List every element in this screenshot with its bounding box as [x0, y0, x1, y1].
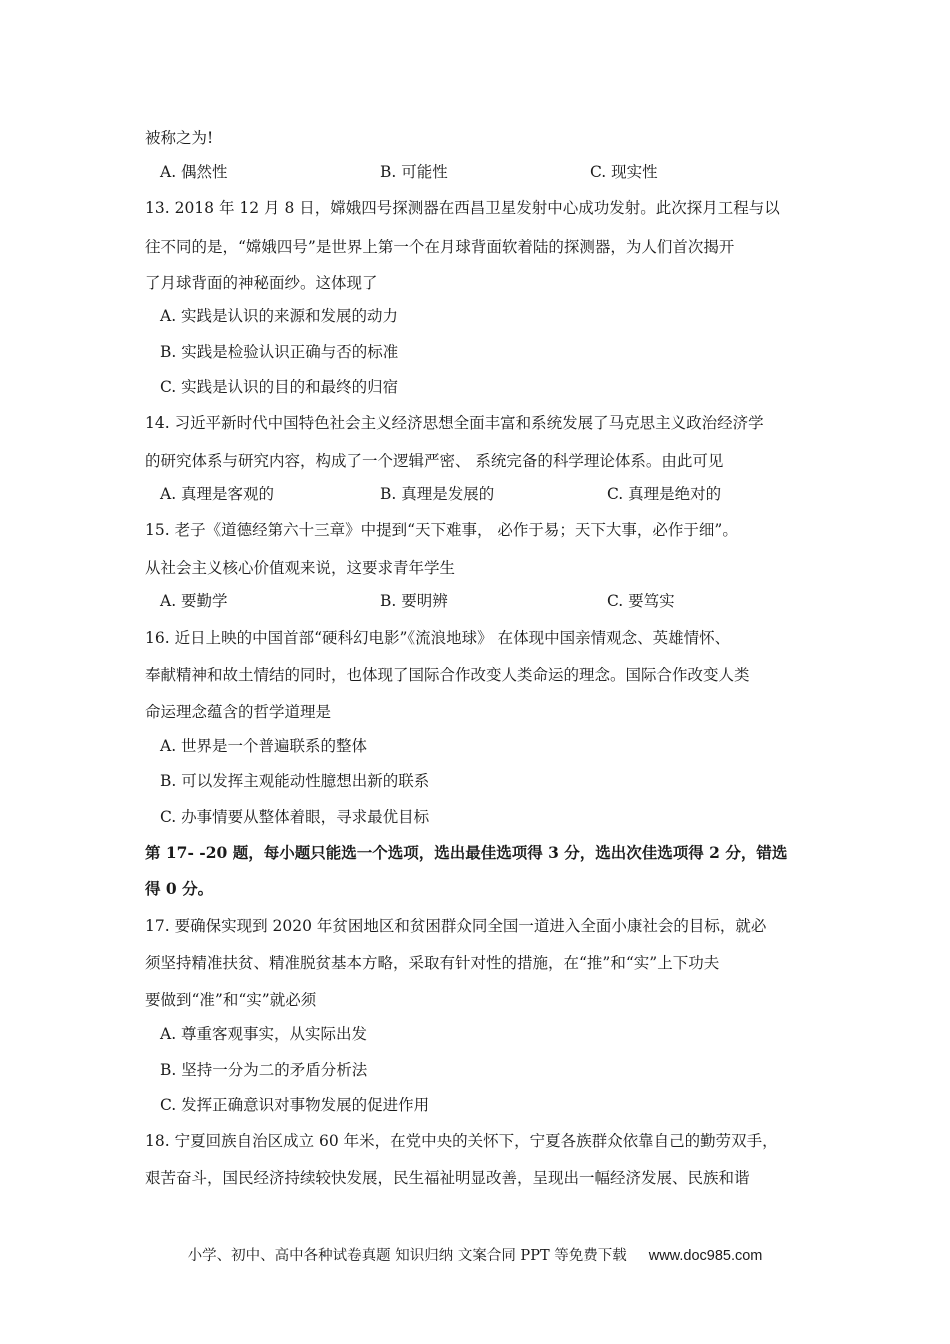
- q15-option-a: A. 要勤学: [160, 592, 228, 610]
- q13-stem-line-2: 往不同的是，“嫦娥四号”是世界上第一个在月球背面软着陆的探测器，为人们首次揭开: [145, 238, 735, 256]
- q17-stem-line-3: 要做到“准”和“实”就必须: [145, 991, 317, 1009]
- section-instruction-line-2: 得 0 分。: [145, 879, 214, 898]
- q17-option-a: A. 尊重客观事实，从实际出发: [160, 1025, 368, 1043]
- section-instruction-line-1: 第 17- -20 题，每小题只能选一个选项，选出最佳选项得 3 分，选出次佳选项得 2 分，错选: [145, 843, 788, 862]
- q16-stem-line-2: 奉献精神和故土情结的同时，也体现了国际合作改变人类命运的理念。国际合作改变人类: [145, 666, 750, 684]
- q16-option-b: B. 可以发挥主观能动性臆想出新的联系: [160, 772, 430, 790]
- q14-option-c: C. 真理是绝对的: [607, 485, 722, 503]
- q13-stem-line-3: 了月球背面的神秘面纱。这体现了: [145, 274, 378, 292]
- q18-stem-line-2: 艰苦奋斗，国民经济持续较快发展，民生福祉明显改善，呈现出一幅经济发展、民族和谐: [145, 1169, 750, 1187]
- q14-stem-line-2: 的研究体系与研究内容，构成了一个逻辑严密、 系统完备的科学理论体系。由此可见: [145, 452, 724, 470]
- footer-text: 小学、初中、高中各种试卷真题 知识归纳 文案合同 PPT 等免费下载: [187, 1248, 627, 1264]
- q12-continuation: 被称之为!: [145, 129, 214, 147]
- q15-option-c: C. 要笃实: [607, 592, 675, 610]
- q14-option-b: B. 真理是发展的: [380, 485, 495, 503]
- q16-stem-line-3: 命运理念蕴含的哲学道理是: [145, 703, 332, 721]
- q18-stem-line-1: 18. 宁夏回族自治区成立 60 年米，在党中央的关怀下，宁夏各族群众依靠自己的勤劳双手，: [145, 1132, 778, 1150]
- q12-option-b: B. 可能性: [380, 163, 448, 181]
- q13-stem-line-1: 13. 2018 年 12 月 8 日，嫦娥四号探测器在西昌卫星发射中心成功发射。此次探月工程与以: [145, 199, 780, 217]
- footer-url[interactable]: www.doc985.com: [648, 1248, 763, 1264]
- q14-option-a: A. 真理是客观的: [160, 485, 275, 503]
- q16-stem-line-1: 16. 近日上映的中国首部“硬科幻电影”《流浪地球》 在体现中国亲情观念、英雄情怀、: [145, 629, 731, 647]
- q12-option-c: C. 现实性: [590, 163, 658, 181]
- q13-option-b: B. 实践是检验认识正确与否的标准: [160, 343, 399, 361]
- q16-option-c: C. 办事情要从整体着眼，寻求最优目标: [160, 808, 430, 826]
- q17-option-b: B. 坚持一分为二的矛盾分析法: [160, 1061, 368, 1079]
- q13-option-a: A. 实践是认识的来源和发展的动力: [160, 307, 399, 325]
- q17-option-c: C. 发挥正确意识对事物发展的促进作用: [160, 1096, 430, 1114]
- q17-stem-line-1: 17. 要确保实现到 2020 年贫困地区和贫困群众同全国一道进入全面小康社会的目标，就必: [145, 917, 767, 935]
- q13-option-c: C. 实践是认识的目的和最终的归宿: [160, 378, 399, 396]
- q17-stem-line-2: 须坚持精准扶贫、精准脱贫基本方略，采取有针对性的措施，在“推”和“实”上下功夫: [145, 954, 720, 972]
- q15-stem-line-2: 从社会主义核心价值观来说，这要求青年学生: [145, 559, 456, 577]
- q12-option-a: A. 偶然性: [160, 163, 228, 181]
- q14-stem-line-1: 14. 习近平新时代中国特色社会主义经济思想全面丰富和系统发展了马克思主义政治经济学: [145, 414, 764, 432]
- q16-option-a: A. 世界是一个普遍联系的整体: [160, 737, 368, 755]
- q15-option-b: B. 要明辨: [380, 592, 448, 610]
- q15-stem-line-1: 15. 老子《道德经第六十三章》中提到“天下难事， 必作于易；天下大事，必作于细”。: [145, 521, 738, 539]
- page-footer: [0, 1246, 950, 1266]
